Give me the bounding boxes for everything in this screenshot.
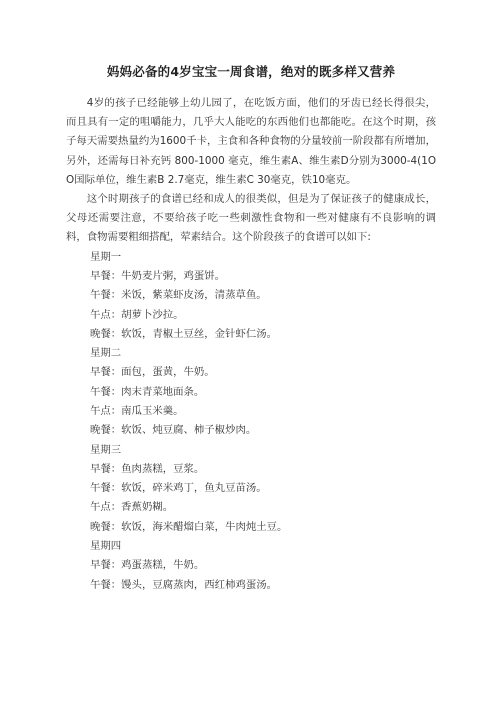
menu-item: 午点：胡萝卜沙拉。: [90, 308, 184, 321]
menu-day-heading: 星期三: [90, 443, 122, 456]
weekly-menu: [66, 248, 436, 595]
menu-item: 午餐：肉末青菜地面条。: [90, 385, 205, 398]
article-title: 妈妈必备的4岁宝宝一周食谱，绝对的既多样又营养: [106, 64, 396, 79]
menu-item: 早餐：鸡蛋蒸糕，牛奶。: [90, 559, 205, 572]
menu-item: 早餐：鱼肉蒸糕，豆浆。: [90, 462, 205, 475]
menu-day-heading: 星期二: [90, 347, 122, 360]
menu-day-heading: 星期四: [90, 540, 122, 553]
menu-item: 晚餐：软饭、炖豆腐、柿子椒炒肉。: [90, 424, 257, 437]
menu-item: 晚餐：软饭，海米醋熘白菜，牛肉炖土豆。: [90, 520, 288, 533]
menu-item: 午餐：米饭，紫菜虾皮汤，清蒸草鱼。: [90, 289, 267, 302]
guidance-paragraph: 这个时期孩子的食谱已经和成人的很类似，但是为了保证孩子的健康成长，父母还需要注意，不要给孩子吃一些刺激性食物和一些对健康有不良影响的调料，食物需要粗细搭配，荤素结合。这个阶段孩子的食谱可以如下:: [66, 193, 436, 244]
menu-item: 早餐：面包，蛋黄，牛奶。: [90, 366, 215, 379]
intro-paragraph: 4岁的孩子已经能够上幼儿园了，在吃饭方面，他们的牙齿已经长得很尖，而且具有一定的咀嚼能力，几乎大人能吃的东西他们也都能吃。在这个时期，孩子每天需要热量约为1600千卡，主食和各种食物的分量较前一阶段都有所增加，另外，还需每日补充钙 800-1000 毫克，维生素A、维生素D分别为3000-4(1OO国际单位，维生素B 2.7毫克，维生素C 30毫克，铁10毫克。: [66, 97, 436, 186]
menu-item: 晚餐：软饭，青椒土豆丝，金针虾仁汤。: [90, 327, 278, 340]
menu-item: 午点：南瓜玉米羹。: [90, 405, 184, 417]
menu-item: 午点：香蕉奶糊。: [90, 501, 174, 514]
menu-item: 早餐：牛奶麦片粥，鸡蛋饼。: [90, 269, 226, 282]
menu-item: 午餐：软饭，碎米鸡丁，鱼丸豆苗汤。: [90, 482, 267, 495]
menu-item: 午餐：馒头，豆腐蒸肉，西红柿鸡蛋汤。: [90, 578, 278, 591]
menu-day-heading: 星期一: [90, 250, 122, 263]
